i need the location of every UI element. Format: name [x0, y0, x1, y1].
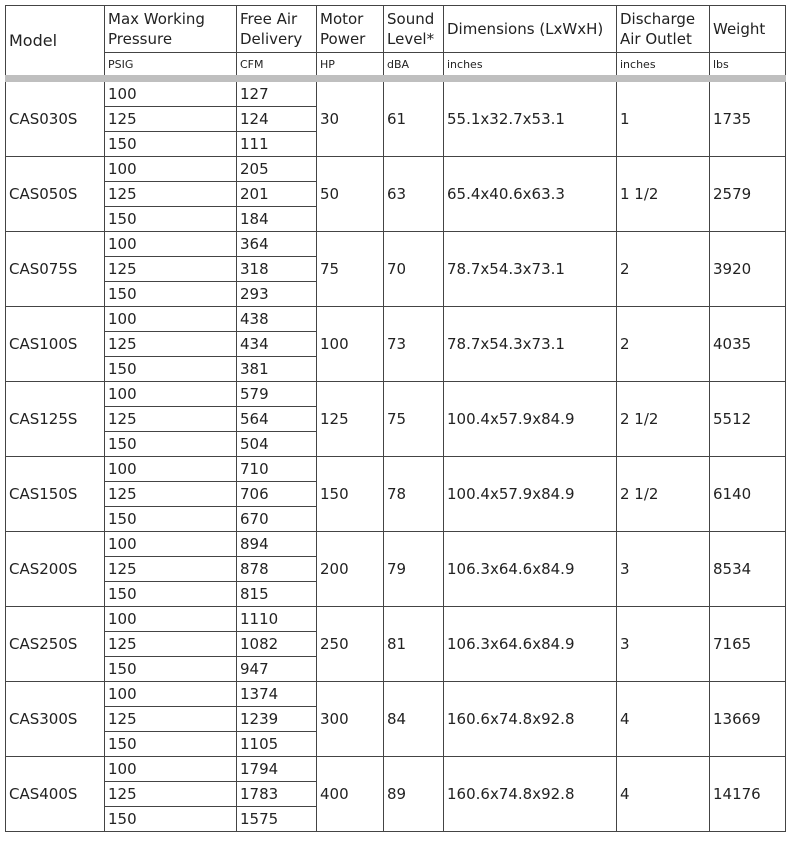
weight-cell: 4035	[710, 307, 786, 382]
model-cell: CAS400S	[6, 757, 105, 832]
specs-table	[5, 5, 786, 832]
outlet-cell: 4	[617, 757, 710, 832]
model-cell: CAS050S	[6, 157, 105, 232]
pressure-cell: 100	[105, 457, 237, 482]
unit-sound: dBA	[384, 53, 444, 79]
weight-cell: 13669	[710, 682, 786, 757]
table-row	[6, 532, 786, 557]
model-cell: CAS125S	[6, 382, 105, 457]
delivery-cell: 111	[237, 132, 317, 157]
power-cell: 30	[317, 79, 384, 157]
outlet-cell: 4	[617, 682, 710, 757]
pressure-cell: 150	[105, 732, 237, 757]
delivery-cell: 127	[237, 79, 317, 107]
pressure-cell: 150	[105, 507, 237, 532]
table-row	[6, 232, 786, 257]
pressure-cell: 150	[105, 132, 237, 157]
dimensions-cell: 55.1x32.7x53.1	[444, 79, 617, 157]
model-cell: CAS150S	[6, 457, 105, 532]
sound-cell: 78	[384, 457, 444, 532]
pressure-cell: 125	[105, 482, 237, 507]
pressure-cell: 150	[105, 582, 237, 607]
dimensions-cell: 106.3x64.6x84.9	[444, 532, 617, 607]
pressure-cell: 125	[105, 182, 237, 207]
power-cell: 150	[317, 457, 384, 532]
outlet-cell: 1	[617, 79, 710, 157]
delivery-cell: 710	[237, 457, 317, 482]
weight-cell: 7165	[710, 607, 786, 682]
weight-cell: 2579	[710, 157, 786, 232]
unit-outlet: inches	[617, 53, 710, 79]
delivery-cell: 1783	[237, 782, 317, 807]
delivery-cell: 894	[237, 532, 317, 557]
sound-cell: 75	[384, 382, 444, 457]
pressure-cell: 150	[105, 432, 237, 457]
table-row	[6, 682, 786, 707]
table-row	[6, 457, 786, 482]
header-sound: Sound Level*	[384, 6, 444, 53]
pressure-cell: 150	[105, 807, 237, 832]
delivery-cell: 1082	[237, 632, 317, 657]
delivery-cell: 1374	[237, 682, 317, 707]
delivery-cell: 205	[237, 157, 317, 182]
delivery-cell: 1794	[237, 757, 317, 782]
table-row	[6, 757, 786, 782]
unit-power: HP	[317, 53, 384, 79]
outlet-cell: 2 1/2	[617, 457, 710, 532]
delivery-cell: 381	[237, 357, 317, 382]
model-cell: CAS100S	[6, 307, 105, 382]
delivery-cell: 1239	[237, 707, 317, 732]
pressure-cell: 150	[105, 207, 237, 232]
model-cell: CAS075S	[6, 232, 105, 307]
unit-dimensions: inches	[444, 53, 617, 79]
delivery-cell: 1105	[237, 732, 317, 757]
power-cell: 250	[317, 607, 384, 682]
pressure-cell: 100	[105, 382, 237, 407]
pressure-cell: 150	[105, 282, 237, 307]
pressure-cell: 100	[105, 232, 237, 257]
power-cell: 400	[317, 757, 384, 832]
model-cell: CAS300S	[6, 682, 105, 757]
delivery-cell: 670	[237, 507, 317, 532]
table-row	[6, 607, 786, 632]
weight-cell: 3920	[710, 232, 786, 307]
dimensions-cell: 65.4x40.6x63.3	[444, 157, 617, 232]
pressure-cell: 125	[105, 107, 237, 132]
delivery-cell: 1575	[237, 807, 317, 832]
delivery-cell: 318	[237, 257, 317, 282]
weight-cell: 6140	[710, 457, 786, 532]
dimensions-cell: 160.6x74.8x92.8	[444, 757, 617, 832]
outlet-cell: 2 1/2	[617, 382, 710, 457]
pressure-cell: 125	[105, 407, 237, 432]
unit-delivery: CFM	[237, 53, 317, 79]
delivery-cell: 564	[237, 407, 317, 432]
dimensions-cell: 78.7x54.3x73.1	[444, 307, 617, 382]
pressure-cell: 125	[105, 632, 237, 657]
sound-cell: 73	[384, 307, 444, 382]
pressure-cell: 150	[105, 657, 237, 682]
outlet-cell: 3	[617, 607, 710, 682]
power-cell: 75	[317, 232, 384, 307]
delivery-cell: 124	[237, 107, 317, 132]
power-cell: 50	[317, 157, 384, 232]
weight-cell: 5512	[710, 382, 786, 457]
pressure-cell: 125	[105, 332, 237, 357]
table-row	[6, 307, 786, 332]
sound-cell: 81	[384, 607, 444, 682]
delivery-cell: 579	[237, 382, 317, 407]
pressure-cell: 100	[105, 532, 237, 557]
delivery-cell: 184	[237, 207, 317, 232]
sound-cell: 79	[384, 532, 444, 607]
unit-weight: lbs	[710, 53, 786, 79]
outlet-cell: 2	[617, 307, 710, 382]
outlet-cell: 2	[617, 232, 710, 307]
weight-cell: 1735	[710, 79, 786, 157]
delivery-cell: 364	[237, 232, 317, 257]
delivery-cell: 438	[237, 307, 317, 332]
pressure-cell: 125	[105, 782, 237, 807]
units-row	[6, 53, 786, 79]
header-model: Model	[6, 6, 105, 79]
outlet-cell: 1 1/2	[617, 157, 710, 232]
dimensions-cell: 160.6x74.8x92.8	[444, 682, 617, 757]
model-cell: CAS200S	[6, 532, 105, 607]
sound-cell: 70	[384, 232, 444, 307]
power-cell: 100	[317, 307, 384, 382]
sound-cell: 89	[384, 757, 444, 832]
header-pressure: Max Working Pressure	[105, 6, 237, 53]
dimensions-cell: 100.4x57.9x84.9	[444, 457, 617, 532]
dimensions-cell: 100.4x57.9x84.9	[444, 382, 617, 457]
header-dimensions: Dimensions (LxWxH)	[444, 6, 617, 53]
power-cell: 125	[317, 382, 384, 457]
dimensions-cell: 106.3x64.6x84.9	[444, 607, 617, 682]
delivery-cell: 878	[237, 557, 317, 582]
sound-cell: 63	[384, 157, 444, 232]
header-row	[6, 6, 786, 53]
header-outlet: Discharge Air Outlet	[617, 6, 710, 53]
weight-cell: 14176	[710, 757, 786, 832]
delivery-cell: 504	[237, 432, 317, 457]
table-row	[6, 79, 786, 107]
pressure-cell: 150	[105, 357, 237, 382]
dimensions-cell: 78.7x54.3x73.1	[444, 232, 617, 307]
power-cell: 300	[317, 682, 384, 757]
pressure-cell: 100	[105, 757, 237, 782]
model-cell: CAS250S	[6, 607, 105, 682]
pressure-cell: 100	[105, 607, 237, 632]
delivery-cell: 947	[237, 657, 317, 682]
model-cell: CAS030S	[6, 79, 105, 157]
delivery-cell: 1110	[237, 607, 317, 632]
pressure-cell: 125	[105, 557, 237, 582]
table-row	[6, 157, 786, 182]
pressure-cell: 100	[105, 79, 237, 107]
sound-cell: 61	[384, 79, 444, 157]
header-delivery: Free Air Delivery	[237, 6, 317, 53]
pressure-cell: 100	[105, 157, 237, 182]
header-weight: Weight	[710, 6, 786, 53]
delivery-cell: 434	[237, 332, 317, 357]
delivery-cell: 293	[237, 282, 317, 307]
header-power: Motor Power	[317, 6, 384, 53]
pressure-cell: 125	[105, 257, 237, 282]
weight-cell: 8534	[710, 532, 786, 607]
pressure-cell: 100	[105, 682, 237, 707]
sound-cell: 84	[384, 682, 444, 757]
delivery-cell: 815	[237, 582, 317, 607]
table-row	[6, 382, 786, 407]
pressure-cell: 125	[105, 707, 237, 732]
power-cell: 200	[317, 532, 384, 607]
delivery-cell: 706	[237, 482, 317, 507]
unit-pressure: PSIG	[105, 53, 237, 79]
delivery-cell: 201	[237, 182, 317, 207]
pressure-cell: 100	[105, 307, 237, 332]
outlet-cell: 3	[617, 532, 710, 607]
